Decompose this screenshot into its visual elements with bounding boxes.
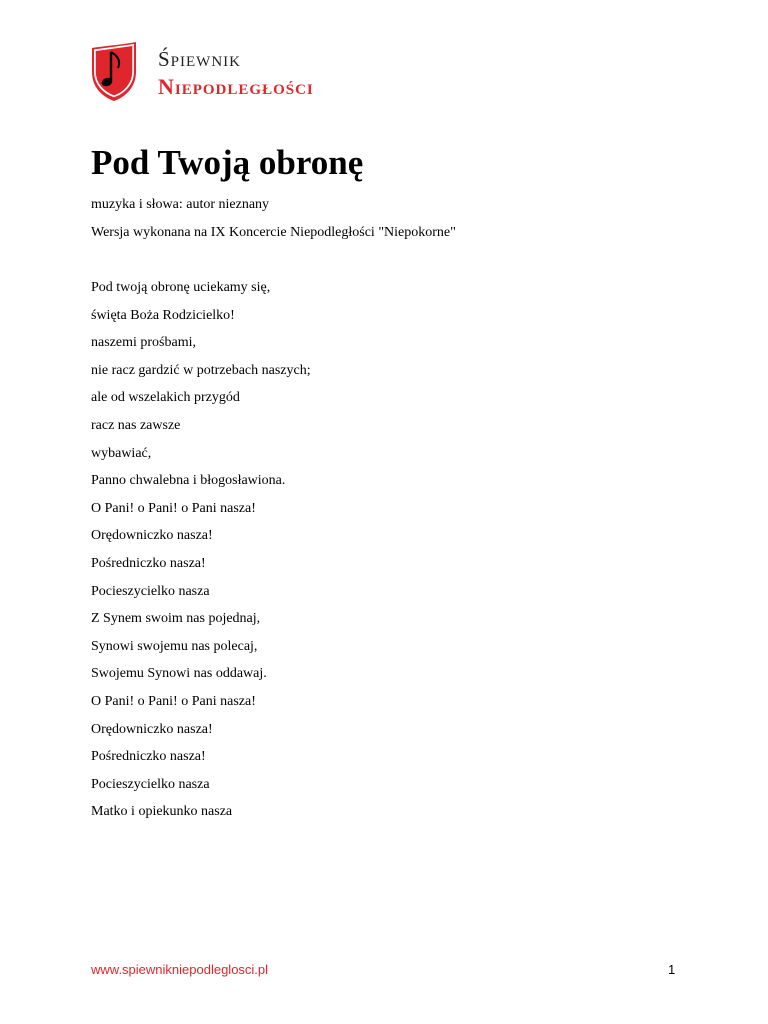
lyric-line: Panno chwalebna i błogosławiona. (91, 473, 286, 489)
lyric-line: Swojemu Synowi nas oddawaj. (91, 666, 267, 682)
song-authors: muzyka i słowa: autor nieznany (91, 197, 270, 212)
lyrics-list (91, 279, 311, 831)
lyric-line: racz nas zawsze (91, 417, 181, 433)
logo-text (158, 46, 314, 99)
song-version-note: Wersja wykonana na IX Koncercie Niepodległości "Niepokorne" (91, 225, 456, 240)
music-note-shield-icon (91, 42, 137, 102)
logo-title-line2: Niepodległości (158, 73, 314, 99)
site-logo (91, 42, 314, 102)
lyric-line: Pośredniczko nasza! (91, 555, 206, 571)
lyric-line: święta Boża Rodzicielko! (91, 307, 235, 323)
lyric-line: naszemi prośbami, (91, 335, 196, 351)
lyric-line: wybawiać, (91, 445, 152, 461)
lyric-line: O Pani! o Pani! o Pani nasza! (91, 500, 256, 516)
lyric-line: O Pani! o Pani! o Pani nasza! (91, 693, 256, 709)
footer-website-link[interactable]: www.spiewnikniepodleglosci.pl (91, 962, 269, 977)
lyric-line: Pocieszycielko nasza (91, 583, 210, 599)
lyric-line: Pośredniczko nasza! (91, 749, 206, 765)
page-number: 1 (668, 962, 676, 977)
lyric-line: Pod twoją obronę uciekamy się, (91, 280, 271, 295)
lyric-line: Matko i opiekunko nasza (91, 804, 233, 820)
lyric-line: nie racz gardzić w potrzebach naszych; (91, 362, 311, 378)
lyric-line: ale od wszelakich przygód (91, 390, 240, 406)
lyric-line: Orędowniczko nasza! (91, 721, 213, 737)
song-title: Pod Twoją obronę (91, 143, 364, 182)
logo-title-line1: Śpiewnik (158, 46, 241, 71)
lyric-line: Z Synem swoim nas pojednaj, (91, 611, 261, 627)
lyric-line: Orędowniczko nasza! (91, 528, 213, 544)
lyric-line: Pocieszycielko nasza (91, 776, 210, 792)
lyric-line: Synowi swojemu nas polecaj, (91, 638, 258, 654)
